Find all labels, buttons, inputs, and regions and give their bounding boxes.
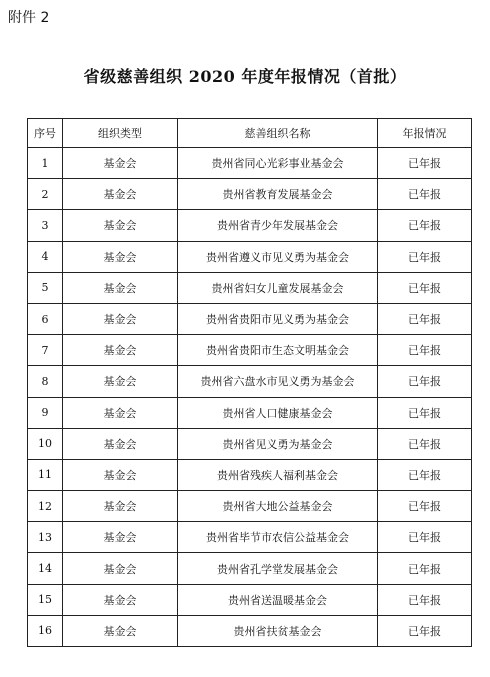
cell-serial-number: 9 <box>28 397 63 428</box>
table-row <box>28 397 472 428</box>
cell-organization-type: 基金会 <box>63 335 178 366</box>
cell-organization-type: 基金会 <box>63 491 178 522</box>
table-row <box>28 522 472 553</box>
cell-organization-type: 基金会 <box>63 428 178 459</box>
cell-organization-type: 基金会 <box>63 366 178 397</box>
header-organization-name: 慈善组织名称 <box>178 119 378 148</box>
cell-organization-type: 基金会 <box>63 459 178 490</box>
cell-serial-number: 3 <box>28 210 63 241</box>
cell-annual-report-status: 已年报 <box>378 179 472 210</box>
cell-serial-number: 10 <box>28 428 63 459</box>
cell-serial-number: 2 <box>28 179 63 210</box>
table-header-row <box>28 119 472 148</box>
cell-serial-number: 7 <box>28 335 63 366</box>
table-row <box>28 335 472 366</box>
cell-annual-report-status: 已年报 <box>378 272 472 303</box>
cell-organization-name: 贵州省青少年发展基金会 <box>178 210 378 241</box>
cell-annual-report-status: 已年报 <box>378 397 472 428</box>
cell-serial-number: 16 <box>28 615 63 646</box>
cell-serial-number: 6 <box>28 303 63 334</box>
cell-annual-report-status: 已年报 <box>378 335 472 366</box>
cell-organization-type: 基金会 <box>63 272 178 303</box>
table-row <box>28 553 472 584</box>
table-row <box>28 272 472 303</box>
cell-organization-name: 贵州省同心光彩事业基金会 <box>178 148 378 179</box>
cell-serial-number: 15 <box>28 584 63 615</box>
cell-organization-name: 贵州省贵阳市见义勇为基金会 <box>178 303 378 334</box>
cell-organization-name: 贵州省残疾人福利基金会 <box>178 459 378 490</box>
cell-serial-number: 8 <box>28 366 63 397</box>
table-row <box>28 366 472 397</box>
header-serial-number: 序号 <box>28 119 63 148</box>
table-body <box>28 148 472 647</box>
table-row <box>28 615 472 646</box>
cell-organization-type: 基金会 <box>63 241 178 272</box>
cell-organization-name: 贵州省孔学堂发展基金会 <box>178 553 378 584</box>
cell-annual-report-status: 已年报 <box>378 522 472 553</box>
table-row <box>28 303 472 334</box>
table-row <box>28 241 472 272</box>
cell-organization-type: 基金会 <box>63 397 178 428</box>
cell-organization-name: 贵州省扶贫基金会 <box>178 615 378 646</box>
report-table <box>27 118 472 647</box>
header-annual-report-status: 年报情况 <box>378 119 472 148</box>
page-title: 省级慈善组织 2020 年度年报情况（首批） <box>83 67 407 86</box>
cell-annual-report-status: 已年报 <box>378 584 472 615</box>
cell-organization-name: 贵州省毕节市农信公益基金会 <box>178 522 378 553</box>
cell-organization-type: 基金会 <box>63 553 178 584</box>
cell-organization-type: 基金会 <box>63 210 178 241</box>
table-row <box>28 179 472 210</box>
cell-serial-number: 12 <box>28 491 63 522</box>
cell-annual-report-status: 已年报 <box>378 553 472 584</box>
cell-organization-name: 贵州省人口健康基金会 <box>178 397 378 428</box>
cell-serial-number: 5 <box>28 272 63 303</box>
cell-annual-report-status: 已年报 <box>378 148 472 179</box>
cell-serial-number: 11 <box>28 459 63 490</box>
cell-organization-type: 基金会 <box>63 303 178 334</box>
table-row <box>28 148 472 179</box>
table-row <box>28 210 472 241</box>
attachment-label: 附件 2 <box>8 10 50 26</box>
cell-organization-name: 贵州省贵阳市生态文明基金会 <box>178 335 378 366</box>
cell-annual-report-status: 已年报 <box>378 241 472 272</box>
cell-annual-report-status: 已年报 <box>378 615 472 646</box>
cell-serial-number: 4 <box>28 241 63 272</box>
cell-organization-name: 贵州省送温暖基金会 <box>178 584 378 615</box>
cell-serial-number: 14 <box>28 553 63 584</box>
cell-organization-type: 基金会 <box>63 615 178 646</box>
cell-serial-number: 1 <box>28 148 63 179</box>
cell-annual-report-status: 已年报 <box>378 459 472 490</box>
cell-annual-report-status: 已年报 <box>378 366 472 397</box>
cell-organization-type: 基金会 <box>63 179 178 210</box>
table-row <box>28 428 472 459</box>
cell-organization-name: 贵州省遵义市见义勇为基金会 <box>178 241 378 272</box>
cell-annual-report-status: 已年报 <box>378 491 472 522</box>
table-row <box>28 459 472 490</box>
cell-organization-name: 贵州省六盘水市见义勇为基金会 <box>178 366 378 397</box>
cell-organization-type: 基金会 <box>63 522 178 553</box>
table-row <box>28 491 472 522</box>
cell-serial-number: 13 <box>28 522 63 553</box>
cell-organization-name: 贵州省大地公益基金会 <box>178 491 378 522</box>
cell-organization-name: 贵州省妇女儿童发展基金会 <box>178 272 378 303</box>
header-organization-type: 组织类型 <box>63 119 178 148</box>
cell-organization-name: 贵州省教育发展基金会 <box>178 179 378 210</box>
cell-annual-report-status: 已年报 <box>378 303 472 334</box>
cell-organization-name: 贵州省见义勇为基金会 <box>178 428 378 459</box>
cell-annual-report-status: 已年报 <box>378 428 472 459</box>
table-row <box>28 584 472 615</box>
cell-annual-report-status: 已年报 <box>378 210 472 241</box>
cell-organization-type: 基金会 <box>63 148 178 179</box>
cell-organization-type: 基金会 <box>63 584 178 615</box>
